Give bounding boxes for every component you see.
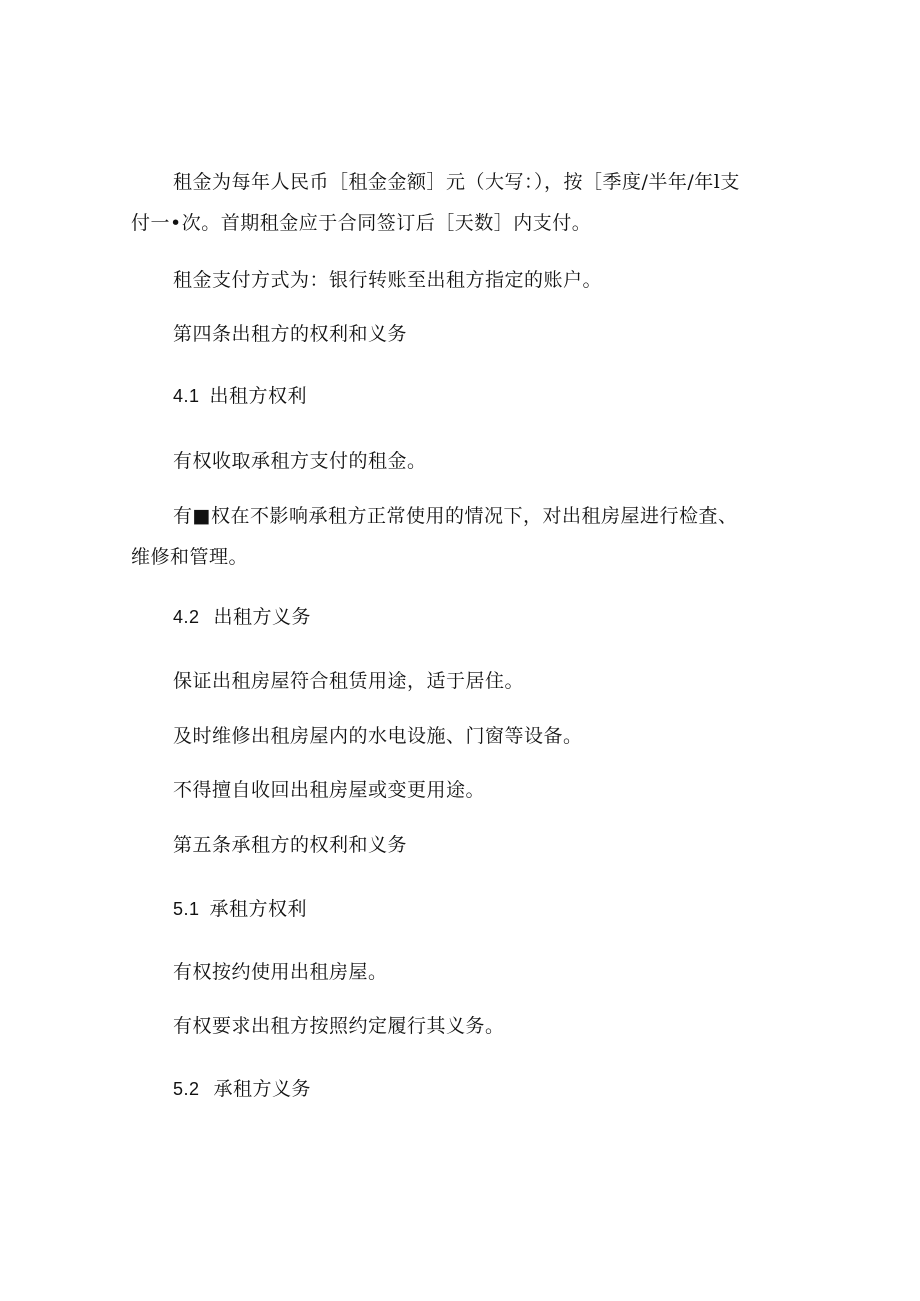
lessor-duty-3: 不得擅自收回出租房屋或变更用途。 xyxy=(173,779,486,801)
section-5-1-heading xyxy=(173,897,307,921)
article-4-heading: 第四条出租方的权利和义务 xyxy=(173,323,408,345)
lessor-duty-1: 保证出租房屋符合租赁用途，适于居住。 xyxy=(173,670,525,692)
article-5-heading: 第五条承租方的权利和义务 xyxy=(173,834,408,856)
section-number: 5.1 xyxy=(173,899,200,919)
rent-amount-line-2: 付一•次。首期租金应于合同签订后［天数］内支付。 xyxy=(131,212,592,234)
payment-method-paragraph: 租金支付方式为：银行转账至出租方指定的账户。 xyxy=(173,269,603,291)
section-title: 出租方权利 xyxy=(209,385,308,407)
lessor-right-1: 有权收取承租方支付的租金。 xyxy=(173,450,427,472)
section-4-2-heading xyxy=(173,605,311,629)
section-number: 4.2 xyxy=(173,607,200,627)
section-number: 5.2 xyxy=(173,1079,200,1099)
section-title: 出租方义务 xyxy=(213,606,312,628)
section-number: 4.1 xyxy=(173,386,200,406)
section-title: 承租方权利 xyxy=(209,898,308,920)
lessor-duty-2: 及时维修出租房屋内的水电设施、门窗等设备。 xyxy=(173,725,583,747)
lessor-right-2-line-2: 维修和管理。 xyxy=(131,546,249,568)
section-5-2-heading xyxy=(173,1077,311,1101)
section-title: 承租方义务 xyxy=(213,1078,312,1100)
lessor-right-2-line-1: 有■权在不影响承租方正常使用的情况下，对出租房屋进行检査、 xyxy=(173,505,738,527)
section-4-1-heading xyxy=(173,384,307,408)
lessee-right-2: 有权要求出租方按照约定履行其义务。 xyxy=(173,1015,505,1037)
rent-amount-line-1: 租金为每年人民币［租金金额］元（大写：），按［季度/半年/年l支 xyxy=(173,171,740,193)
lessee-right-1: 有权按约使用出租房屋。 xyxy=(173,961,388,983)
